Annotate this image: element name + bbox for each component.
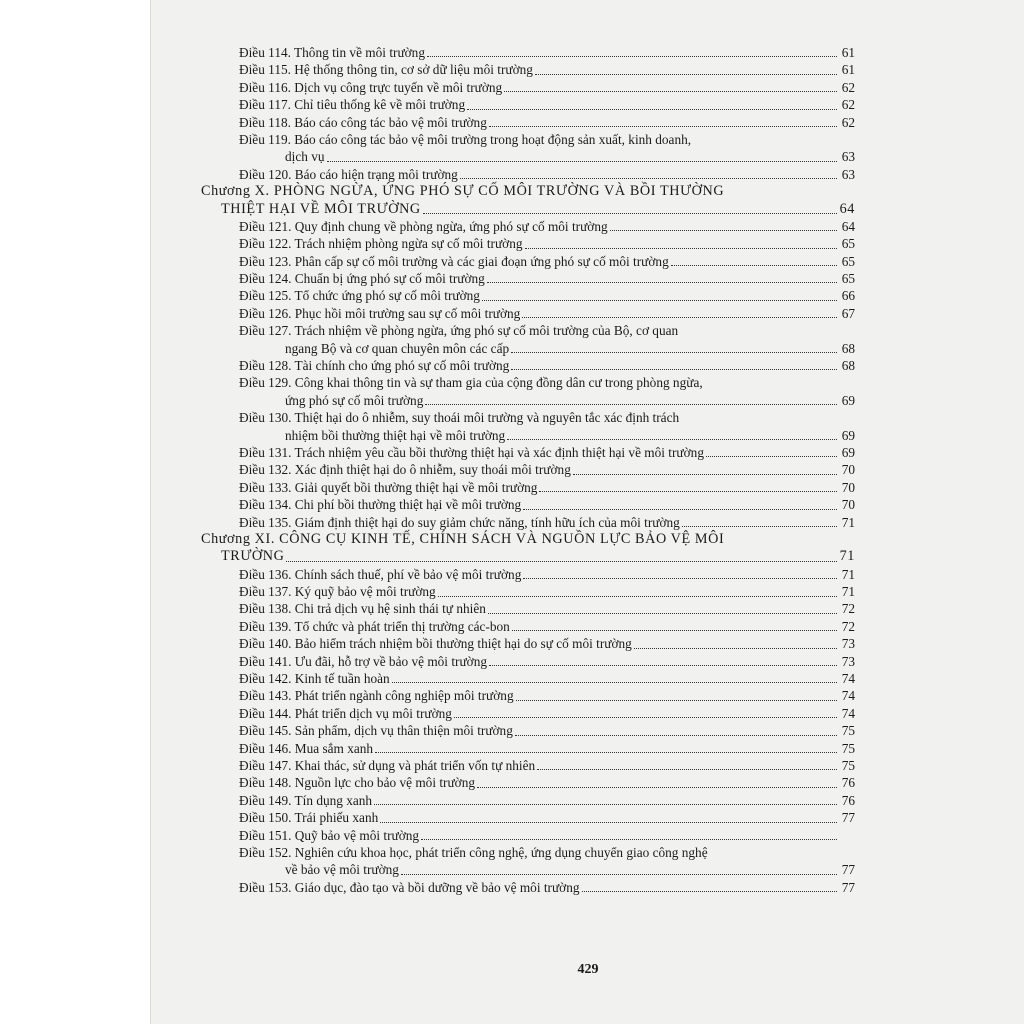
dot-leader [682,526,837,527]
article-title: Điều 124. Chuẩn bị ứng phó sự cố môi trường [239,271,485,287]
article-title: Điều 125. Tổ chức ứng phó sự cố môi trường [239,288,480,304]
article-title: Điều 117. Chỉ tiêu thống kê về môi trường [239,97,466,113]
page-number: 429 [577,962,599,977]
dot-leader [374,804,837,805]
article-title: Điều 138. Chi trả dịch vụ hệ sinh thái tự nhiên [239,601,486,617]
page-ref: 75 [841,723,855,739]
page-ref: 70 [841,479,855,495]
toc-entry [221,218,855,235]
article-title-cont: dịch vụ [285,149,325,165]
article-title: Điều 118. Báo cáo công tác bảo vệ môi trường [239,114,487,130]
page-ref: 62 [841,97,855,113]
article-title-cont: ngang Bộ và cơ quan chuyên môn các cấp [285,340,510,356]
toc-entry [221,496,855,513]
dot-leader [573,474,837,475]
toc-entry [221,409,855,426]
toc-entry [221,583,855,600]
article-title: Điều 148. Nguồn lực cho bảo vệ môi trường [239,775,476,791]
dot-leader [504,91,837,92]
toc-entry-cont [221,148,855,165]
dot-leader [460,178,837,179]
dot-leader [375,752,837,753]
page-ref: 71 [841,584,855,600]
page-ref: 66 [841,288,855,304]
article-title: Điều 120. Báo cáo hiện trạng môi trường [239,166,458,182]
toc-entry [221,827,855,844]
toc-entry [221,131,855,148]
dot-leader [511,369,837,370]
article-title: Điều 114. Thông tin về môi trường [239,44,425,60]
page-ref: 75 [841,740,855,756]
chapter-title-cont: TRƯỜNG [221,548,285,565]
page-ref: 73 [841,653,855,669]
page-ref: 65 [841,253,855,269]
dot-leader [286,561,837,562]
toc-entry [221,322,855,339]
table-of-contents [201,44,855,896]
toc-entry [221,635,855,652]
dot-leader [523,509,837,510]
dot-leader [582,891,837,892]
article-title: Điều 147. Khai thác, sử dụng và phát triển vốn tự nhiên [239,758,536,773]
chapter-heading [201,183,855,200]
toc-entry [221,374,855,391]
article-title: Điều 144. Phát triển dịch vụ môi trường [239,705,452,721]
toc-entry [221,879,855,896]
toc-entry [221,774,855,791]
article-title: Điều 140. Bảo hiểm trách nhiệm bồi thường thiệt hại do sự cố môi trường [239,636,632,652]
page-ref: 64 [841,218,855,234]
toc-entry [221,305,855,322]
toc-entry [221,601,855,618]
dot-leader [467,109,837,110]
article-title: Điều 128. Tài chính cho ứng phó sự cố môi trường [239,358,510,374]
article-title: Điều 136. Chính sách thuế, phí về bảo vệ môi trường [239,566,522,582]
toc-entry [221,253,855,270]
chapter-heading [201,530,855,548]
dot-leader [634,648,837,649]
dot-leader [522,317,837,318]
page-ref: 64 [839,200,855,217]
toc-entry [221,444,855,461]
toc-entry [221,461,855,478]
article-title-cont: nhiệm bồi thường thiệt hại về môi trường [285,427,506,443]
page-ref: 77 [841,879,855,895]
page-ref: 61 [841,62,855,78]
page-ref: 63 [841,149,855,165]
article-title: Điều 131. Trách nhiệm yêu cầu bồi thường thiệt hại và xác định thiệt hại về môi trường [239,444,704,460]
article-title: Điều 134. Chi phí bồi thường thiệt hại về môi trường [239,497,522,513]
toc-entry [221,166,855,183]
toc-entry [221,479,855,496]
dot-leader [392,682,837,683]
article-title: Điều 133. Giải quyết bồi thường thiệt hại về môi trường [239,479,538,495]
toc-entry-cont [221,340,855,357]
article-title: Điều 146. Mua sắm xanh [239,740,374,756]
article-title: Điều 129. Công khai thông tin và sự tham gia của cộng đồng dân cư trong phòng ngừa, [239,375,703,391]
page-ref: 74 [841,671,855,687]
toc-entry [221,757,855,774]
article-title: Điều 151. Quỹ bảo vệ môi trường [239,827,420,843]
article-title: Điều 122. Trách nhiệm phòng ngừa sự cố môi trường [239,236,523,252]
dot-leader [523,578,837,579]
dot-leader [487,282,837,283]
article-title: Điều 130. Thiệt hại do ô nhiễm, suy thoái môi trường và nguyên tắc xác định trách [239,410,680,426]
dot-leader [525,248,838,249]
dot-leader [454,717,837,718]
page-ref: 67 [841,305,855,321]
article-title: Điều 149. Tín dụng xanh [239,792,373,808]
page-ref: 74 [841,688,855,704]
article-title: Điều 142. Kinh tế tuần hoàn [239,671,390,687]
page-ref: 71 [841,514,855,530]
chapter-title: Chương X. PHÒNG NGỪA, ỨNG PHÓ SỰ CỐ MÔI TRƯỜNG VÀ BỒI THƯỜNG [201,183,725,200]
toc-entry [221,722,855,739]
page-ref: 65 [841,271,855,287]
page-ref: 70 [841,497,855,513]
toc-entry [221,618,855,635]
page-ref: 75 [841,758,855,773]
dot-leader [610,230,837,231]
dot-leader [425,404,837,405]
dot-leader [539,491,837,492]
article-title: Điều 127. Trách nhiệm về phòng ngừa, ứng phó sự cố môi trường của Bộ, cơ quan [239,323,679,339]
article-title: Điều 121. Quy định chung về phòng ngừa, ứng phó sự cố môi trường [239,218,608,234]
article-title: Điều 152. Nghiên cứu khoa học, phát triển công nghệ, ứng dụng chuyển giao công nghệ [239,844,708,860]
toc-entry [221,809,855,826]
toc-entry [221,287,855,304]
dot-leader [477,787,837,788]
toc-entry [221,357,855,374]
chapter-title-cont: THIỆT HẠI VỀ MÔI TRƯỜNG [221,200,421,217]
article-title: Điều 153. Giáo dục, đào tạo và bồi dưỡng về bảo vệ môi trường [239,879,580,895]
article-title: Điều 137. Ký quỹ bảo vệ môi trường [239,584,436,600]
article-title: Điều 126. Phục hồi môi trường sau sự cố môi trường [239,305,521,321]
dot-leader [515,735,837,736]
toc-entry [221,514,855,531]
page-ref: 72 [841,618,855,634]
page-ref: 76 [841,792,855,808]
toc-entry [221,114,855,131]
toc-entry [221,740,855,757]
page-ref: 74 [841,705,855,721]
book-page [150,0,1024,1024]
dot-leader [482,300,837,301]
chapter-heading-cont [221,201,855,218]
page-ref: 77 [841,810,855,826]
page-ref: 71 [839,548,855,565]
page-ref: 70 [841,462,855,478]
page-ref: 71 [841,566,855,582]
dot-leader [423,213,837,214]
page-ref: 69 [841,427,855,443]
dot-leader [401,874,837,875]
page-ref: 73 [841,636,855,652]
page-ref: 62 [841,79,855,95]
toc-entry [221,61,855,78]
article-title: Điều 116. Dịch vụ công trực tuyến về môi trường [239,79,503,95]
article-title: Điều 132. Xác định thiệt hại do ô nhiễm, suy thoái môi trường [239,462,571,478]
toc-entry [221,687,855,704]
page-ref: 76 [841,775,855,791]
toc-entry [221,792,855,809]
dot-leader [427,56,837,57]
dot-leader [380,822,837,823]
dot-leader [512,630,837,631]
chapter-title: Chương XI. CÔNG CỤ KINH TẾ, CHÍNH SÁCH VÀ NGUỒN LỰC BẢO VỆ MÔI [201,530,725,547]
toc-entry [221,844,855,861]
article-title: Điều 141. Ưu đãi, hỗ trợ về bảo vệ môi trường [239,653,487,669]
toc-entry [221,270,855,287]
article-title: Điều 123. Phân cấp sự cố môi trường và các giai đoạn ứng phó sự cố môi trường [239,253,669,269]
dot-leader [489,665,837,666]
toc-entry-cont [221,861,855,878]
dot-leader [421,839,837,840]
dot-leader [488,613,837,614]
toc-entry [221,653,855,670]
article-title: Điều 139. Tổ chức và phát triển thị trường các-bon [239,618,510,634]
toc-entry [221,44,855,61]
toc-entry [221,670,855,687]
article-title: Điều 143. Phát triển ngành công nghiệp môi trường [239,688,514,704]
dot-leader [489,126,837,127]
page-ref: 69 [841,392,855,408]
article-title: Điều 115. Hệ thống thông tin, cơ sở dữ liệu môi trường [239,62,533,78]
toc-entry [221,566,855,583]
article-title: Điều 145. Sản phẩm, dịch vụ thân thiện môi trường [239,723,513,739]
article-title: Điều 135. Giám định thiệt hại do suy giảm chức năng, tính hữu ích của môi trường [239,514,680,530]
page-ref: 68 [841,340,855,356]
toc-entry [221,705,855,722]
toc-entry [221,79,855,96]
page-ref: 61 [841,44,855,60]
dot-leader [516,700,837,701]
page-ref: 72 [841,601,855,617]
page-ref: 68 [841,358,855,374]
dot-leader [706,456,837,457]
article-title: Điều 119. Báo cáo công tác bảo vệ môi trường trong hoạt động sản xuất, kinh doanh, [239,131,692,147]
toc-entry [221,96,855,113]
page-ref: 63 [841,166,855,182]
article-title-cont: về bảo vệ môi trường [285,862,399,878]
page-ref: 69 [841,444,855,460]
dot-leader [438,596,837,597]
dot-leader [511,352,837,353]
dot-leader [537,769,837,770]
page-ref: 77 [841,862,855,878]
scan-margin [0,0,150,1024]
article-title: Điều 150. Trái phiếu xanh [239,810,379,826]
page-ref: 62 [841,114,855,130]
toc-entry-cont [221,427,855,444]
article-title-cont: ứng phó sự cố môi trường [285,392,424,408]
dot-leader [327,161,837,162]
chapter-heading-cont [221,548,855,565]
page-ref: 65 [841,236,855,252]
dot-leader [671,265,837,266]
dot-leader [535,74,837,75]
toc-entry-cont [221,392,855,409]
dot-leader [507,439,837,440]
toc-entry [221,235,855,252]
